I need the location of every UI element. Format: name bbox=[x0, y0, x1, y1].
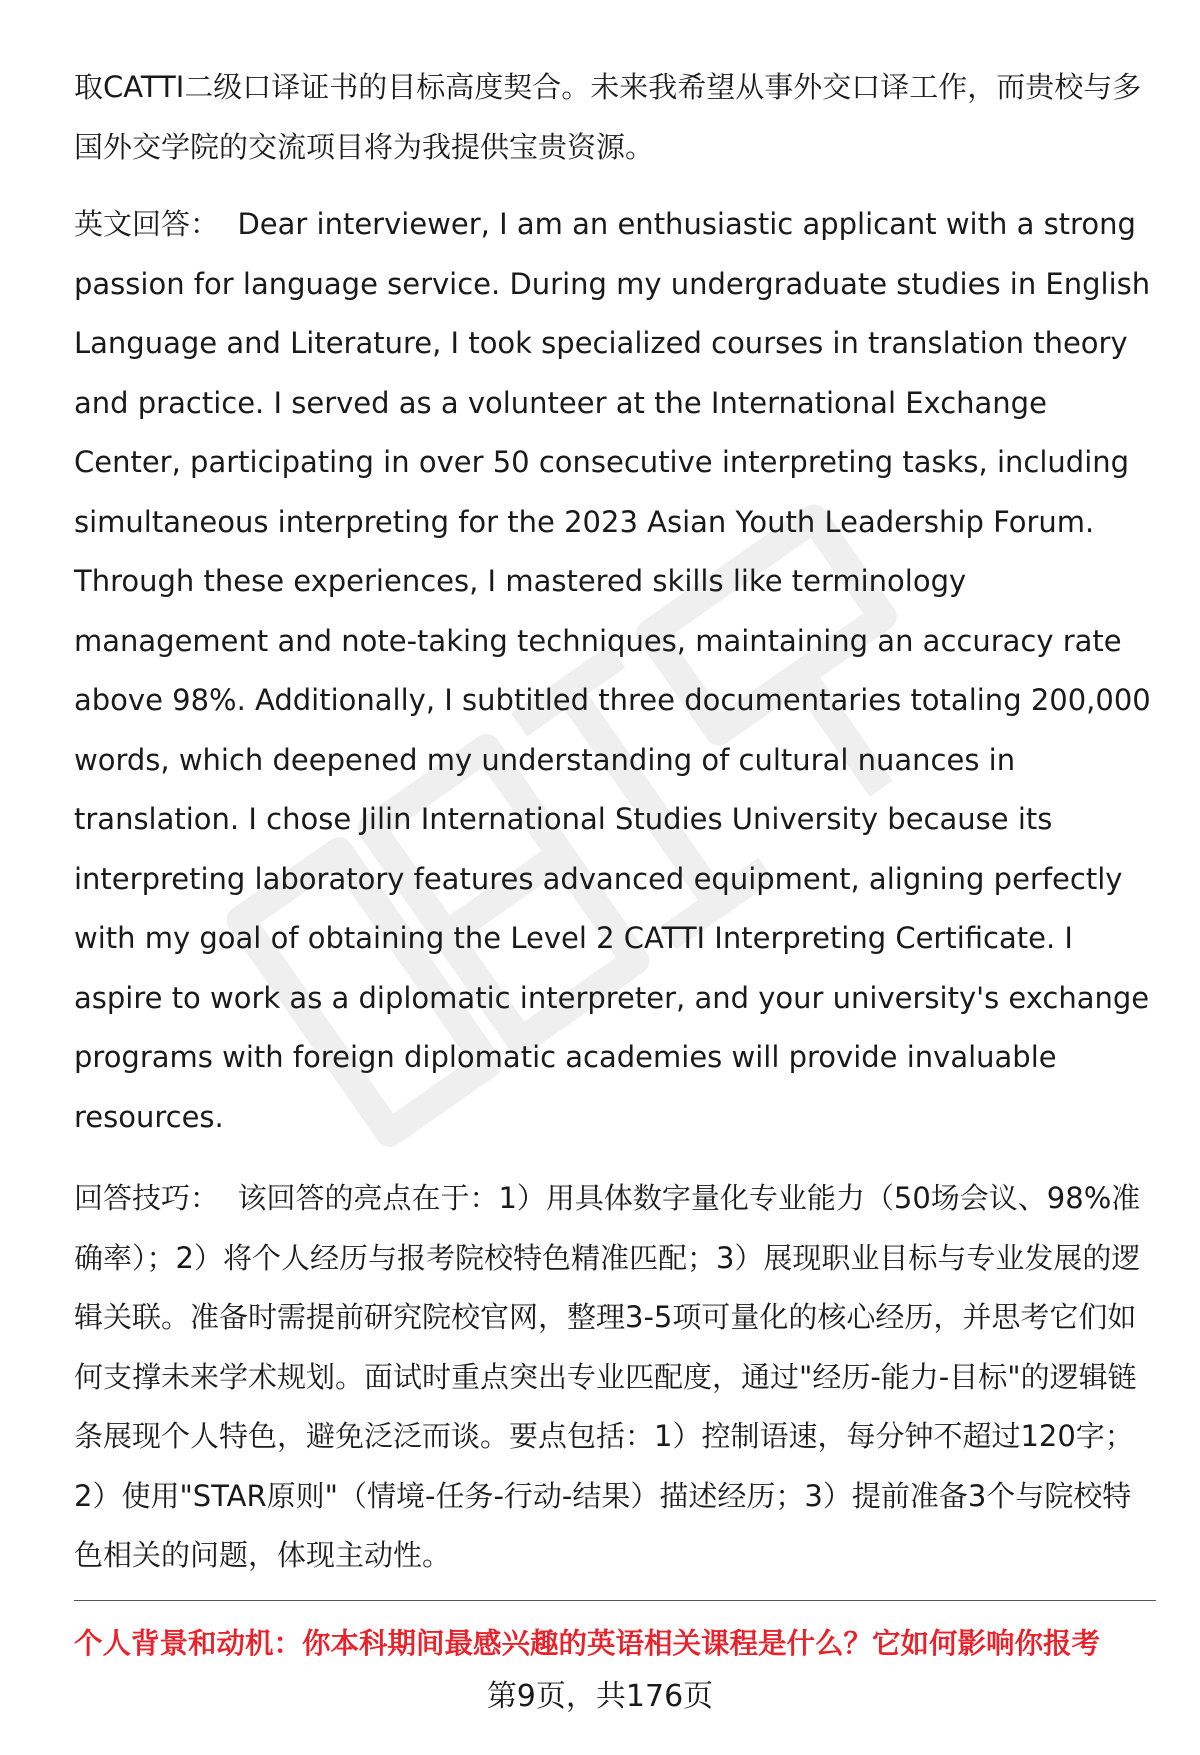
document-body bbox=[74, 58, 1160, 1586]
english-answer-paragraph bbox=[74, 195, 1160, 1147]
english-answer-text: Dear interviewer, I am an enthusiastic applicant with a strong passion for language service. During my undergraduate studies in English Language and Literature, I took specialized courses in translation theory and practice. I served as a volunteer at the International Exchange Center, participating in over 50 consecutive interpreting tasks, including simultaneous interpreting for the 2023 Asian Youth Leadership Forum. Through these experiences, I mastered skills like terminology management and note-taking techniques, maintaining an accuracy rate above 98%. Additionally, I subtitled three documentaries totaling 200,000 words, which deepened my understanding of cultural nuances in translation. I chose Jilin International Studies University because its interpreting laboratory features advanced equipment, aligning perfectly with my goal of obtaining the Level 2 CATTI Interpreting Certificate. I aspire to work as a diplomatic interpreter, and your university's exchange programs with foreign diplomatic academies will provide invaluable resources. bbox=[74, 207, 1160, 1134]
answer-tips-text: 该回答的亮点在于：1）用具体数字量化专业能力（50场会议、98%准确率）；2）将个人经历与报考院校特色精准匹配；3）展现职业目标与专业发展的逻辑关联。准备时需提前研究院校官网，整理3-5项可量化的核心经历，并思考它们如何支撑未来学术规划。面试时重点突出专业匹配度，通过"经历-能力-目标"的逻辑链条展现个人特色，避免泛泛而谈。要点包括：1）控制语速，每分钟不超过120字；2）使用"STAR原则"（情境-任务-行动-结果）描述经历；3）提前准备3个与院校特色相关的问题，体现主动性。 bbox=[74, 1181, 1141, 1572]
english-answer-label: 英文回答： bbox=[74, 207, 220, 241]
section-divider bbox=[74, 1600, 1156, 1601]
answer-tips-label: 回答技巧： bbox=[74, 1181, 220, 1215]
answer-tips-paragraph bbox=[74, 1169, 1154, 1586]
continuation-paragraph bbox=[74, 58, 1154, 177]
next-question-heading: 个人背景和动机：你本科期间最感兴趣的英语相关课程是什么？它如何影响你报考 bbox=[74, 1627, 1101, 1660]
page-number: 第9页，共176页 bbox=[486, 1679, 714, 1714]
continuation-text: 取CATTI二级口译证书的目标高度契合。未来我希望从事外交口译工作，而贵校与多国外交学院的交流项目将为我提供宝贵资源。 bbox=[74, 70, 1142, 164]
